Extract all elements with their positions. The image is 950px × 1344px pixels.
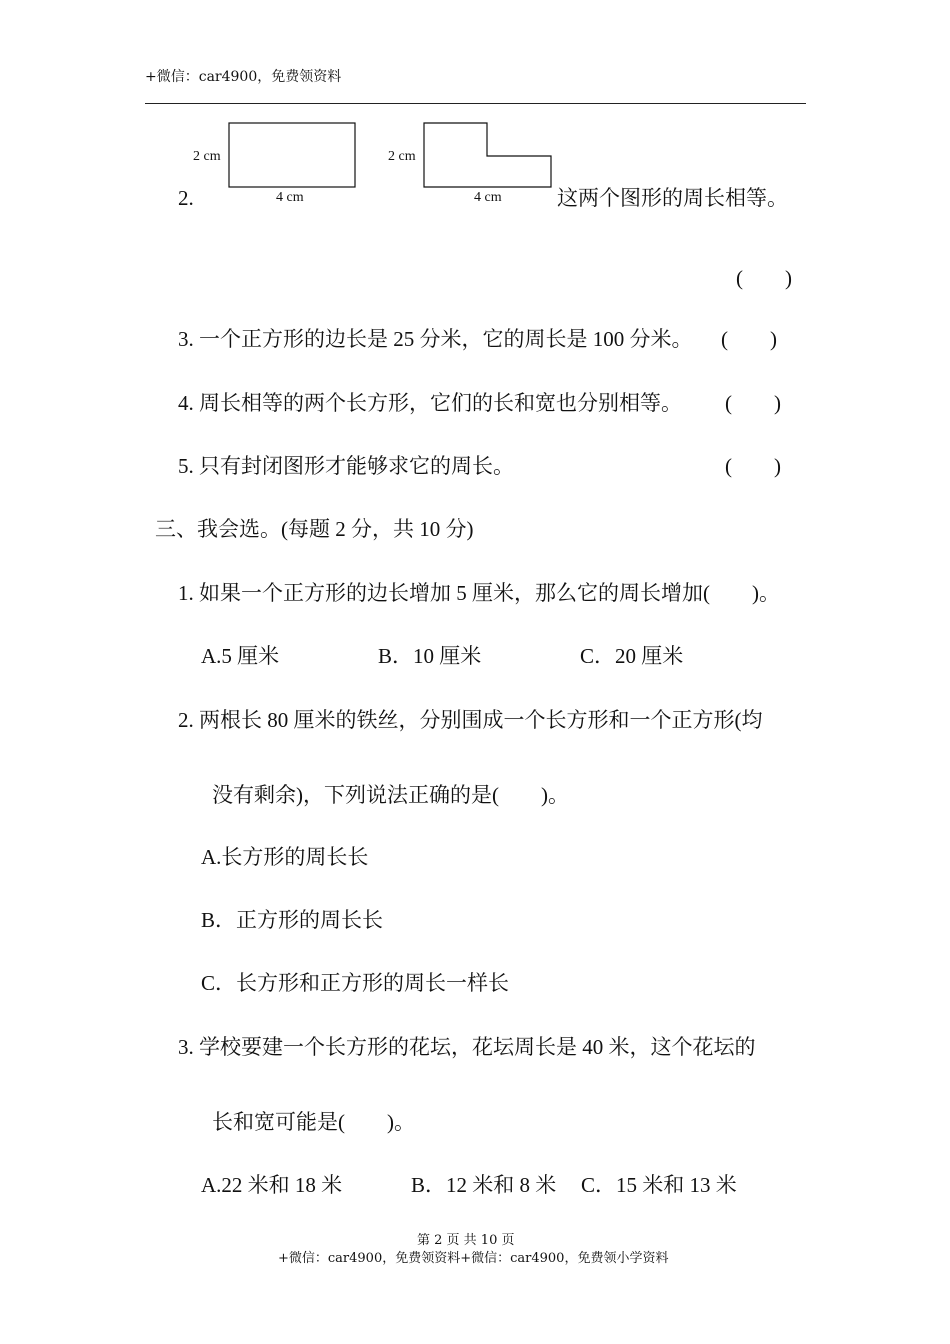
q2-number: 2. (178, 186, 194, 210)
choice-q2-option-b: B．正方形的周长长 (201, 908, 384, 932)
fig1-rectangle (228, 122, 358, 190)
choice-q1-option-c: C．20 厘米 (580, 644, 684, 668)
fig2-l-shape (423, 122, 555, 190)
choice-q3-option-c: C．15 米和 13 米 (581, 1173, 737, 1197)
fig2-width-label: 4 cm (474, 190, 502, 205)
footer-page-info: 第 2 页 共 10 页 (417, 1233, 515, 1248)
q3-text: 3. 一个正方形的边长是 25 分米，它的周长是 100 分米。 (178, 327, 693, 351)
footer-watermark: +微信：car4900，免费领资料+微信：car4900，免费领小学资料 (278, 1251, 669, 1266)
header-watermark: +微信：car4900，免费领资料 (145, 69, 342, 85)
choice-q1-text: 1. 如果一个正方形的边长增加 5 厘米，那么它的周长增加( )。 (178, 581, 780, 605)
q5-text: 5. 只有封闭图形才能够求它的周长。 (178, 454, 514, 478)
fig2-height-label: 2 cm (388, 149, 416, 164)
choice-q2-option-c: C．长方形和正方形的周长一样长 (201, 971, 510, 995)
choice-q3-line1: 3. 学校要建一个长方形的花坛，花坛周长是 40 米，这个花坛的 (178, 1035, 756, 1059)
choice-q1-option-b: B．10 厘米 (378, 644, 482, 668)
q5-answer-blank: ( ) (725, 454, 781, 478)
header-divider (145, 103, 806, 104)
q4-text: 4. 周长相等的两个长方形，它们的长和宽也分别相等。 (178, 391, 682, 415)
section-heading: 三、我会选。(每题 2 分，共 10 分) (155, 517, 474, 541)
choice-q2-line2: 没有剩余)，下列说法正确的是( )。 (212, 783, 569, 807)
fig1-height-label: 2 cm (193, 149, 221, 164)
choice-q3-option-b: B．12 米和 8 米 (411, 1173, 557, 1197)
choice-q3-option-a: A.22 米和 18 米 (201, 1173, 343, 1197)
choice-q3-line2: 长和宽可能是( )。 (212, 1110, 415, 1134)
choice-q1-option-a: A.5 厘米 (201, 644, 280, 668)
q2-statement: 这两个图形的周长相等。 (557, 186, 788, 210)
fig1-width-label: 4 cm (276, 190, 304, 205)
choice-q2-line1: 2. 两根长 80 厘米的铁丝，分别围成一个长方形和一个正方形(均 (178, 708, 763, 732)
choice-q2-option-a: A.长方形的周长长 (201, 845, 369, 869)
q3-answer-blank: ( ) (721, 327, 777, 351)
q2-answer-blank: ( ) (736, 266, 792, 290)
q4-answer-blank: ( ) (725, 391, 781, 415)
